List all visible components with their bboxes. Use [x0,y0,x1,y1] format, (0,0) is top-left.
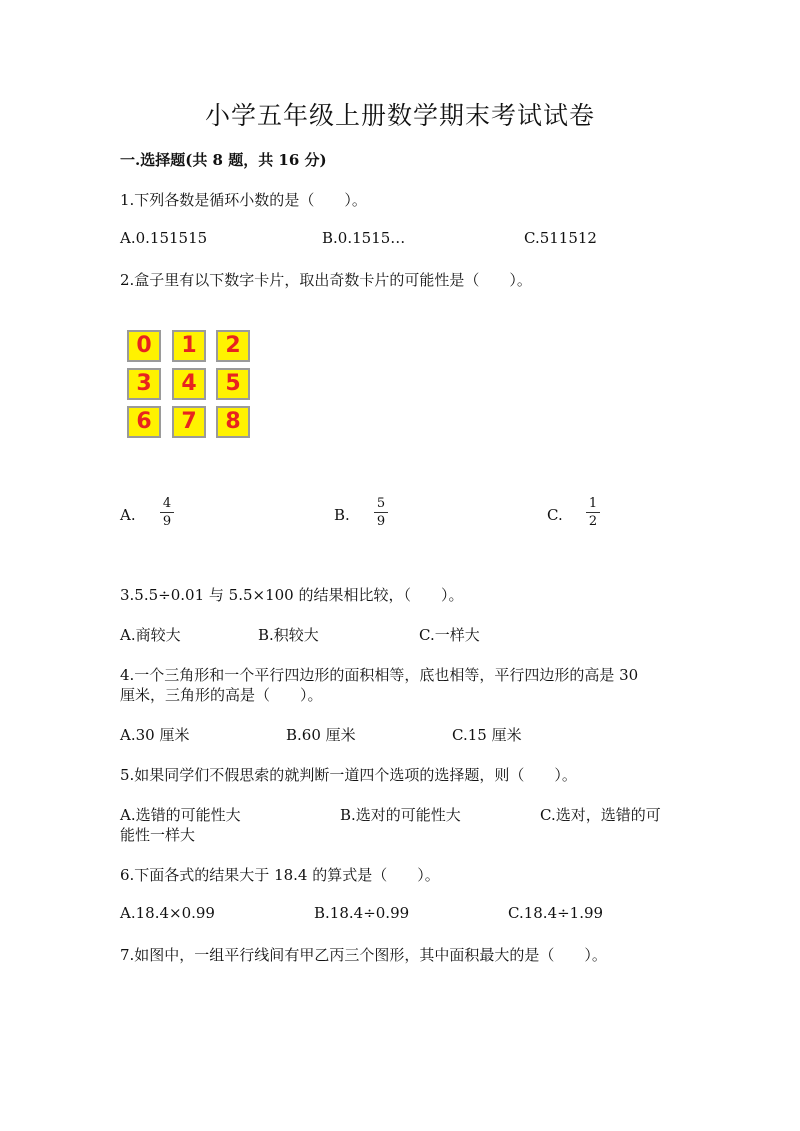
number-card-5: 5 [216,368,250,400]
question-4-line-1: 4.一个三角形和一个平行四边形的面积相等，底也相等，平行四边形的高是 30 [120,666,639,684]
fraction-denominator: 9 [162,514,172,529]
question-4-line-2: 厘米，三角形的高是（ ）。 [120,686,323,704]
q1-option-b: B.0.1515… [322,229,406,247]
q4-option-a: A.30 厘米 [120,726,190,744]
q1-option-c: C.511512 [524,229,597,247]
q6-option-a: A.18.4×0.99 [120,904,215,922]
fraction-denominator: 9 [376,514,386,529]
number-card-6: 6 [127,406,161,438]
q2-option-b-label: B. [334,506,350,524]
q2-option-c-fraction [586,497,600,528]
q1-option-a: A.0.151515 [120,229,208,247]
fraction-numerator: 4 [162,496,172,511]
number-card-0: 0 [127,330,161,362]
q4-option-c: C.15 厘米 [452,726,522,744]
number-card-4: 4 [172,368,206,400]
question-2: 2.盒子里有以下数字卡片，取出奇数卡片的可能性是（ ）。 [120,271,532,289]
question-7: 7.如图中，一组平行线间有甲乙丙三个图形，其中面积最大的是（ ）。 [120,946,607,964]
q2-option-c-label: C. [547,506,563,524]
q5-option-b: B.选对的可能性大 [340,806,461,824]
q5-option-a: A.选错的可能性大 [120,806,241,824]
fraction-denominator: 2 [588,514,598,529]
q2-option-a-label: A. [120,506,136,524]
number-card-1: 1 [172,330,206,362]
page-title: 小学五年级上册数学期末考试试卷 [204,101,595,130]
q5-option-c: C.选对，选错的可 [540,806,661,824]
number-card-2: 2 [216,330,250,362]
q2-option-b-fraction [374,497,388,528]
q3-option-a: A.商较大 [120,626,181,644]
number-card-3: 3 [127,368,161,400]
q6-option-b: B.18.4÷0.99 [314,904,410,922]
question-1: 1.下列各数是循环小数的是（ ）。 [120,191,367,209]
question-3: 3.5.5÷0.01 与 5.5×100 的结果相比较，（ ）。 [120,586,464,604]
number-card-7: 7 [172,406,206,438]
question-6: 6.下面各式的结果大于 18.4 的算式是（ ）。 [120,866,440,884]
q2-option-a-fraction [160,497,174,528]
q3-option-b: B.积较大 [258,626,319,644]
number-cards-grid [127,330,251,441]
q6-option-c: C.18.4÷1.99 [508,904,604,922]
q5-option-c-continued: 能性一样大 [120,826,196,844]
fraction-numerator: 5 [376,496,386,511]
section-heading: 一.选择题(共 8 题，共 16 分) [120,151,327,169]
q3-option-c: C.一样大 [419,626,480,644]
fraction-numerator: 1 [588,496,598,511]
q4-option-b: B.60 厘米 [286,726,356,744]
question-5: 5.如果同学们不假思索的就判断一道四个选项的选择题，则（ ）。 [120,766,577,784]
number-card-8: 8 [216,406,250,438]
